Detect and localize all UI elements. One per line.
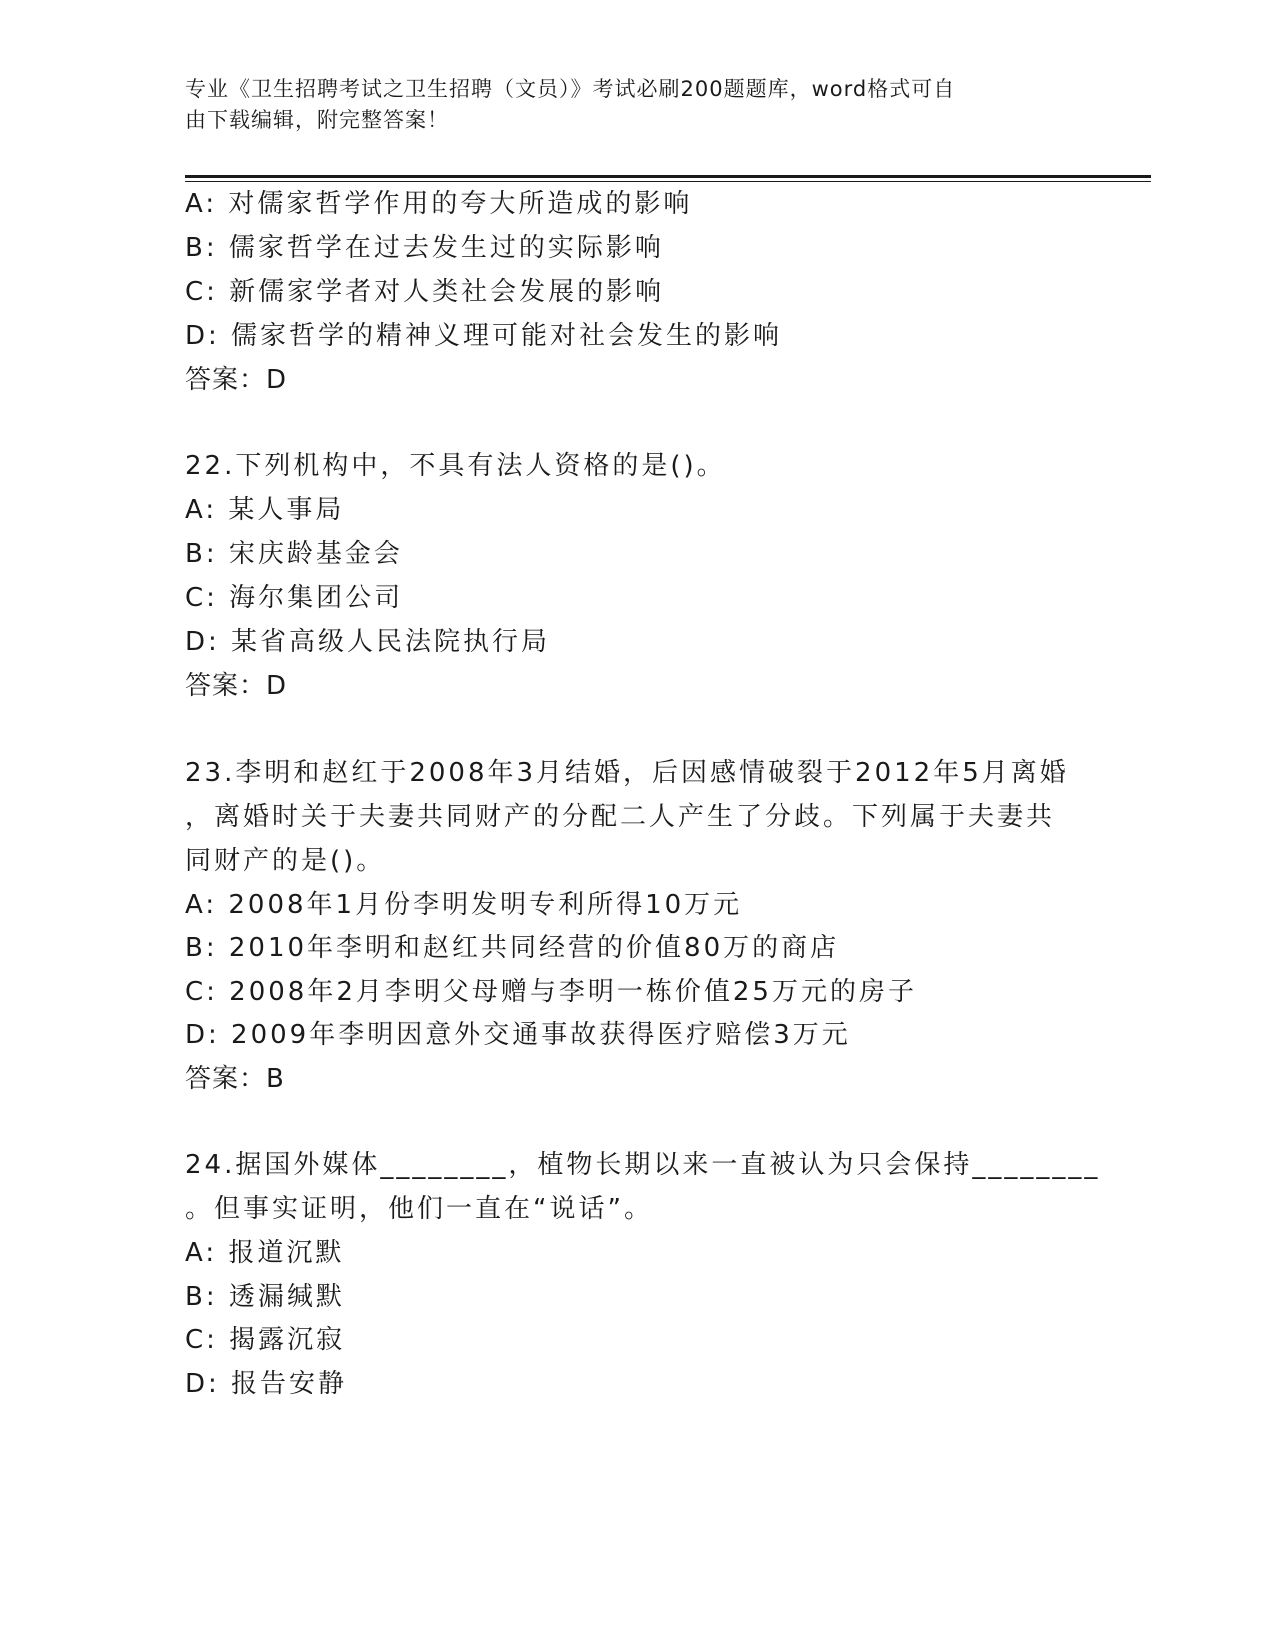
q24-option-c: C: 揭露沉寂	[185, 1325, 346, 1355]
q24-option-d: D: 报告安静	[185, 1369, 348, 1399]
q24-stem-line-2: 。但事实证明，他们一直在“说话”。	[185, 1194, 653, 1224]
q21-option-d: D: 儒家哲学的精神义理可能对社会发生的影响	[185, 321, 783, 351]
q24-stem-line-1: 24.据国外媒体________，植物长期以来一直被认为只会保持________	[185, 1150, 1101, 1180]
header-line-2: 由下载编辑，附完整答案！	[185, 108, 449, 132]
q23-option-c: C: 2008年2月李明父母赠与李明一栋价值25万元的房子	[185, 977, 917, 1007]
q21-option-b: B: 儒家哲学在过去发生过的实际影响	[185, 233, 664, 263]
q23-stem-line-1: 23.李明和赵红于2008年3月结婚，后因感情破裂于2012年5月离婚	[185, 758, 1069, 788]
header-divider-thick	[185, 175, 1151, 178]
header-line-1: 专业《卫生招聘考试之卫生招聘（文员）》考试必刷200题题库，word格式可自	[185, 77, 956, 101]
header-divider-thin	[185, 181, 1151, 182]
q22-option-d: D: 某省高级人民法院执行局	[185, 627, 551, 657]
q23-option-b: B: 2010年李明和赵红共同经营的价值80万的商店	[185, 933, 840, 963]
q23-option-a: A: 2008年1月份李明发明专利所得10万元	[185, 890, 743, 920]
q21-option-a: A: 对儒家哲学作用的夸大所造成的影响	[185, 189, 693, 219]
q21-option-c: C: 新儒家学者对人类社会发展的影响	[185, 277, 665, 307]
q22-stem: 22.下列机构中，不具有法人资格的是()。	[185, 451, 726, 481]
q22-answer: 答案：D	[185, 671, 288, 701]
q23-option-d: D: 2009年李明因意外交通事故获得医疗赔偿3万元	[185, 1020, 851, 1050]
q23-stem-line-2: ，离婚时关于夫妻共同财产的分配二人产生了分歧。下列属于夫妻共	[185, 802, 1056, 832]
q24-option-b: B: 透漏缄默	[185, 1282, 345, 1312]
q23-stem-line-3: 同财产的是()。	[185, 846, 386, 876]
q24-option-a: A: 报道沉默	[185, 1238, 345, 1268]
q23-answer: 答案：B	[185, 1064, 285, 1094]
document-header	[185, 74, 1065, 136]
q22-option-c: C: 海尔集团公司	[185, 583, 404, 613]
q22-option-b: B: 宋庆龄基金会	[185, 539, 403, 569]
q21-answer: 答案：D	[185, 365, 288, 395]
q22-option-a: A: 某人事局	[185, 495, 345, 525]
